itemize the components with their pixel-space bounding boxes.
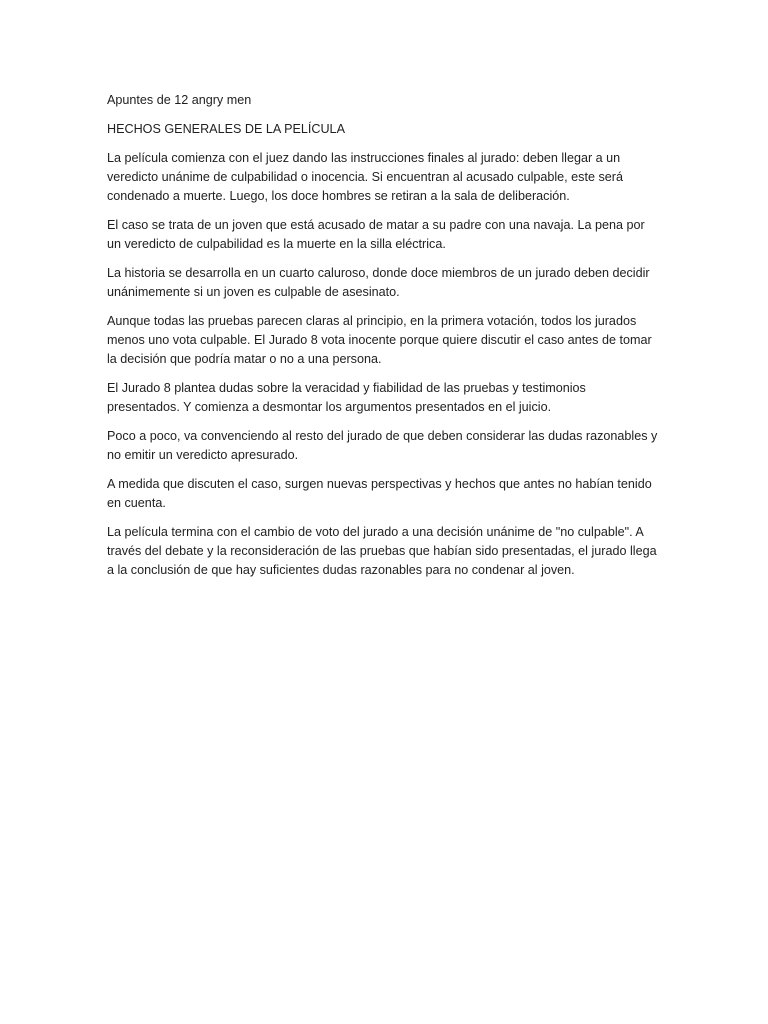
paragraph-8: La película termina con el cambio de voto del jurado a una decisión unánime de "no culpable". A través del debate y la reconsideración de las pruebas que habían sido presentadas, el jurado llega a la conclusión de que hay suficientes dudas razonables para no condenar al joven. xyxy=(107,525,657,577)
paragraph-3: La historia se desarrolla en un cuarto caluroso, donde doce miembros de un jurado deben decidir unánimemente si un joven es culpable de asesinato. xyxy=(107,266,650,299)
paragraph-6: Poco a poco, va convenciendo al resto del jurado de que deben considerar las dudas razonables y no emitir un veredicto apresurado. xyxy=(107,429,658,462)
paragraph-4: Aunque todas las pruebas parecen claras al principio, en la primera votación, todos los jurados menos uno vota culpable. El Jurado 8 vota inocente porque quiere discutir el caso antes de tomar la decisión que podría matar o no a una persona. xyxy=(107,314,652,366)
document-title: Apuntes de 12 angry men xyxy=(107,93,252,107)
paragraph-7: A medida que discuten el caso, surgen nuevas perspectivas y hechos que antes no habían tenido en cuenta. xyxy=(107,477,652,510)
section-heading: HECHOS GENERALES DE LA PELÍCULA xyxy=(107,122,345,136)
paragraph-2: El caso se trata de un joven que está acusado de matar a su padre con una navaja. La pena por un veredicto de culpabilidad es la muerte en la silla eléctrica. xyxy=(107,218,645,251)
paragraph-1: La película comienza con el juez dando las instrucciones finales al jurado: deben llegar a un veredicto unánime de culpabilidad o inocencia. Si encuentran al acusado culpable, este será condenado a muerte. Luego, los doce hombres se retiran a la sala de deliberación. xyxy=(107,151,623,203)
document-body xyxy=(107,91,659,590)
paragraph-5: El Jurado 8 plantea dudas sobre la veracidad y fiabilidad de las pruebas y testimonios presentados. Y comienza a desmontar los argumentos presentados en el juicio. xyxy=(107,381,586,414)
